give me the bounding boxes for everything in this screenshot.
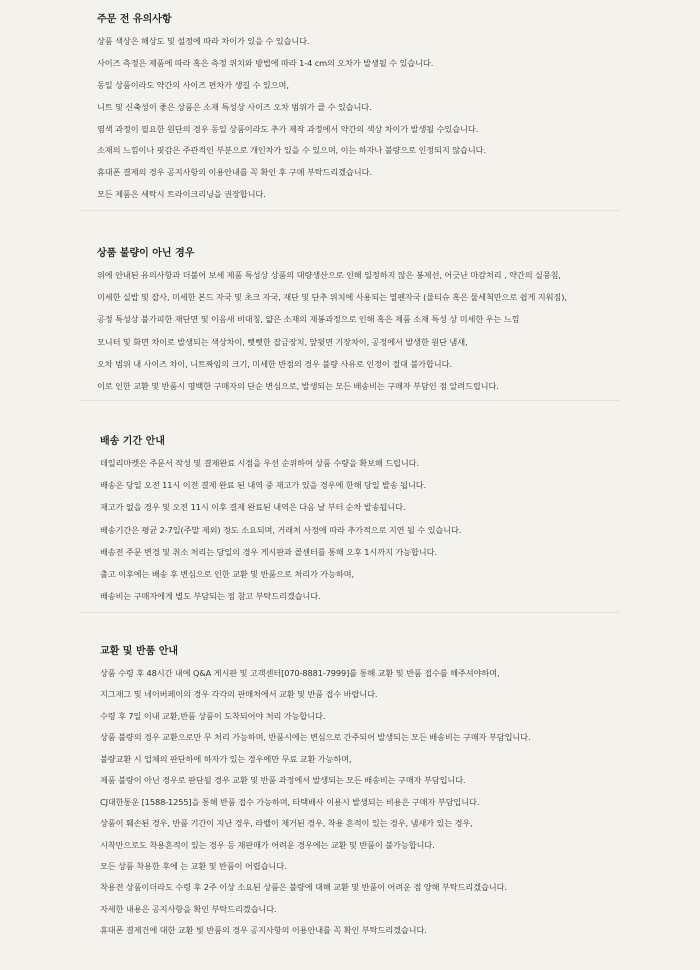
notice-line: CJ대한통운 [1588-1255]을 통해 반품 접수 가능하며, 타택배사 이용시 발생되는 비용은 구매자 부담입니다. bbox=[100, 796, 480, 807]
notice-line: 데일리마켓은 주문서 작성 및 결제완료 시점을 우선 순위하여 상품 수량을 확보해 드립니다. bbox=[100, 458, 419, 468]
section-heading: 주문 전 유의사항 bbox=[97, 14, 172, 25]
notice-line: 상품이 훼손된 경우, 반품 기간이 지난 경우, 라벨이 제거된 경우, 착용 흔적이 있는 경우, 냄새가 있는 경우, bbox=[100, 818, 473, 829]
section-not-defect bbox=[0, 246, 700, 401]
notice-line: 위에 안내된 유의사항과 더불어 보세 제품 특성상 상품의 대량생산으로 인해 일정하지 않은 봉제선, 어긋난 마감처리 , 약간의 실뭉침, bbox=[97, 270, 561, 280]
section-order-notice bbox=[0, 12, 700, 209]
notice-line: 휴대폰 결제의 경우 공지사항의 이용안내를 꼭 확인 후 구매 부탁드리겠습니다. bbox=[97, 167, 372, 178]
notice-line: 제품 불량이 아닌 경우로 판단될 경우 교환 및 반품 과정에서 발생되는 모든 배송비는 구매자 부담입니다. bbox=[100, 775, 466, 786]
notice-line: 시착만으로도 착용흔적이 있는 경우 등 재판매가 어려운 경우에는 교환 및 반품이 불가능합니다. bbox=[100, 839, 435, 850]
section-divider bbox=[80, 612, 620, 613]
notice-line: 자세한 내용은 공지사항을 확인 부탁드리겠습니다. bbox=[100, 903, 277, 914]
section-shipping bbox=[0, 434, 700, 611]
notice-line: 공정 특성상 불가피한 재단면 및 이음새 비대칭, 얇은 소재의 재봉과정으로 인해 혹은 제품 소재 특성 상 미세한 우는 느낌 bbox=[97, 314, 520, 325]
notice-line: 이로 인한 교환 및 반품시 명백한 구매자의 단순 변심으로, 발생되는 모든 배송비는 구매자 부담인 점 알려드립니다. bbox=[97, 380, 499, 391]
notice-line: 상품 색상은 해상도 및 설정에 따라 차이가 있을 수 있습니다. bbox=[97, 36, 310, 46]
notice-line: 휴대폰 결제건에 대한 교환 빛 반품의 경우 공지사항의 이용안내를 꼭 확인 부탁드리겠습니다. bbox=[100, 925, 427, 936]
notice-line: 미세한 실밥 및 잡사, 미세한 본드 자국 및 초크 자국, 재단 및 단추 위치에 사용되는 열펜자국 (물티슈 혹은 물세척만으로 쉽게 지워짐), bbox=[97, 292, 567, 303]
notice-line: 모든 상품 착용한 후에 는 교환 및 반품이 어렵습니다. bbox=[100, 860, 287, 871]
notice-line: 수령 후 7일 이내 교환,반품 상품이 도착되어야 처리 가능합니다. bbox=[100, 710, 326, 721]
section-divider bbox=[80, 210, 620, 211]
notice-line: 상품 불량의 경우 교환으로만 무 처리 가능하며, 반품시에는 변심으로 간주되어 발생되는 모든 배송비는 구매자 부담입니다. bbox=[100, 732, 531, 743]
notice-line: 오차 범위 내 사이즈 차이, 니트짜임의 크기, 미세한 반점의 경우 불량 사유로 인정이 절대 불가합니다. bbox=[97, 358, 452, 369]
notice-line: 착용전 상품이더라도 수령 후 2주 이상 소요된 상품은 불량에 대해 교환 및 반품이 어려운 점 양해 부탁드리겠습니다. bbox=[100, 882, 507, 893]
notice-line: 출고 이후에는 배송 후 변심으로 인한 교환 및 반품으로 처리가 가능하며, bbox=[100, 568, 354, 579]
notice-line: 상품 수령 후 48시간 내에 Q&A 게시판 및 고객센터[070-8881-7999]를 통해 교환 및 반품 접수를 해주셔야하며, bbox=[100, 668, 500, 678]
notice-line: 배송비는 구매자에게 별도 부담되는 점 참고 부탁드리겠습니다. bbox=[100, 591, 321, 602]
section-heading: 배송 기간 안내 bbox=[100, 436, 165, 447]
notice-line: 염색 과정이 필요한 원단의 경우 동일 상품이라도 추가 제작 과정에서 약간의 색상 차이가 발생될 수있습니다. bbox=[97, 123, 479, 134]
notice-line: 불량교환 시 업체의 판단하에 하자가 있는 경우에만 무료 교환 가능하며, bbox=[100, 753, 352, 764]
notice-line: 배송기간은 평균 2-7일(주말 제외) 정도 소요되며, 거래처 사정에 따라 추가적으로 지연 될 수 있습니다. bbox=[100, 524, 462, 535]
section-heading: 교환 및 반품 안내 bbox=[100, 646, 179, 657]
notice-line: 소재의 느낌이나 핏감은 주관적인 부분으로 개인차가 있을 수 있으며, 이는 하자나 불량으로 인정되지 않습니다. bbox=[97, 145, 486, 156]
section-heading: 상품 불량이 아닌 경우 bbox=[97, 248, 195, 259]
notice-line: 배송은 당일 오전 11시 이전 결제 완료 된 내역 중 재고가 있을 경우에 한해 당일 발송 됩니다. bbox=[100, 480, 427, 491]
notice-line: 지그재그 및 네이버페이의 경우 각각의 판매처에서 교환 및 반품 접수 바랍니다. bbox=[100, 689, 378, 700]
notice-line: 모든 제품은 세탁시 트라이크리닝을 권장합니다. bbox=[97, 189, 266, 200]
notice-line: 배송전 주문 변경 및 취소 처리는 당일의 경우 게시판과 콜센터를 통해 오후 1시까지 가능합니다. bbox=[100, 546, 437, 557]
notice-line: 모니터 및 화면 차이로 발생되는 색상차이, 뻣뻣한 잡금장치, 앞뒷면 기장차이, 공정에서 발생한 원단 냄새, bbox=[97, 336, 468, 347]
notice-line: 재고가 없을 경우 및 오전 11시 이후 결제 완료된 내역은 다음 날 부터 순차 발송됩니다. bbox=[100, 502, 406, 513]
notice-line: 니트 및 신축성이 좋은 상품은 소재 특성상 사이즈 오차 범위가 클 수 있습니다. bbox=[97, 101, 372, 112]
section-exchange-return bbox=[0, 644, 700, 945]
notice-line: 동일 상품이라도 약간의 사이즈 편차가 생길 수 있으며, bbox=[97, 79, 289, 90]
notice-line: 사이즈 측정은 제품에 따라 혹은 측정 위치와 방법에 따라 1-4 cm의 오차가 발생될 수 있습니다. bbox=[97, 57, 434, 68]
